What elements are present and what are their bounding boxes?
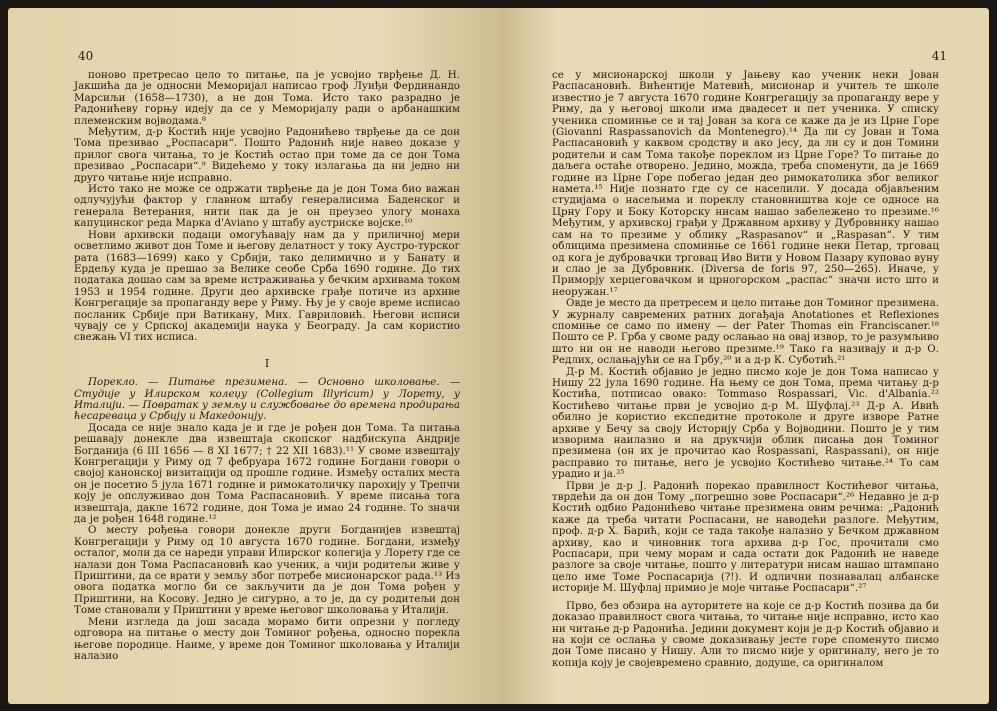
- page-number: 41: [931, 49, 947, 63]
- paragraph: Овде је место да претресем и цело питање дон Томиног презимена. У журналу савремених ратних догађаја Anotationes et Reflexiones спомиње се само по имену — der Pater Thomas ein Franciscaner.¹⁸ Пошто се Р. Грба у своме раду ослањао на овај извор, то је разумљиво што ни он не наводи његово презиме.¹⁹ Тако га називају и д-р О. Редлих, ослањајући се на Грбу,²⁰ и а д-р К. Суботић.²¹: [552, 297, 939, 367]
- paragraph: Досада се није знало када је и где је рођен дон Тома. Та питања решавају донекле два извештаја скопског надбискупа Андрије Богданија (6 III 1656 — 8 XI 1677; † 22 XII 1683).¹¹ У своме извештају Конгрегацији у Риму од 7 фебруара 1672 године Богдани говори о својој канонској визитацији од прошле године. Између осталих места он је посетио 5 јула 1671 године и римокатоличку парохију у Трепчи коју је опслуживао дон Тома Распасановић. У време писања тога извештаја, дакле 1672 године, дон Тома је имао 24 године. То значи да је рођен 1648 године.¹²: [74, 421, 460, 526]
- page-body: [74, 69, 460, 662]
- paragraph: О месту рођења говори донекле други Богданијев извештај Конгрегацији у Риму од 10 августа 1670 године. Богдани, између осталог, моли да се нареди управи Илирског колегија у Лорету где се налази дон Тома Распасановић као ученик, а чији родитељи живе у Приштини, да се врати у земљу због потребе мисионарског рада.¹³ Из овога податка могло би се закључити да је дон Тома рођен у Приштини, на Косову. Једно је сигурно, а то је, да су родитељи дон Томе становали у Приштини у време његовог школовања у Италији.: [74, 524, 460, 617]
- section-number: I: [264, 356, 270, 370]
- paragraph: Први је д-р Ј. Радонић порекао правилност Костићевог читања, тврдећи да он дон Тому „погрешно зове Роспасари“.²⁶ Недавно је д-р Костић одбио Радонићево читање презимена овим речима: „Радонић каже да треба читати Роспасани, не наводећи разлоге. Међутим, проф. д-р Х. Барић, који се тада такође налазио у Бечком државном архиву, као и чиновник тога архива д-р Гос, прочитали смо Роспасари, при чему морам и сада остати док Радонић не наведе разлоге за своје читање, пошто у литератури нисам нашао штампано цело име Томе Роспасарија (?!). И одлични познавалац албанске историје М. Шуфлај примио је моје читање Роспасари“.²⁷: [552, 479, 939, 595]
- paragraph: се у мисионарској школи у Јањеву као ученик неки Јован Распасановић. Вићентије Матевић, мисионар и учитељ те школе известио је 7 августа 1670 године Конгрегацију за пропаганду вере у Риму, да у његовој школи има двадесет и пет ученика. У списку ученика споминње се и тај Јован за кога се каже да је из Црне Горе (Giovanni Raspassanovich da Montenegro).¹⁴ Да ли су Јован и Тома Распасановић у каквом сродству и ако јесу, да ли су и дон Томини родитељи и сам Тома такође пореклом из Црне Горе? То питање до даљега остаће отворено. Једино, можда, треба споменути, да је 1669 године из Црне Горе побегао један део римокатолика због великог намета.¹⁵ Није познато где су се населили. У досада објављеним студијама о насељима и пореклу становништва које се односе на Црну Гору и Боку Которску нисам нашао забележено то презиме.¹⁶ Међутим, у архивској грађи у Државном архиву у Дубровнику нашао сам на то презиме у облику „Raspasanov“ и „Raspasan“. У тим облицима презимена споминње се 1661 године неки Петар, трговац од кога је дубровачки трговац Иво Вити у Новом Пазару куповао вуну и слао је за Дубровник. (Diversa de foris 97, 250—265). Иначе, у Приморју херцеговачком и црногорском „распас“ значи исто што и неоружан.¹⁷: [552, 69, 939, 298]
- paragraph: Нови архивски подаци омогућавају нам да у приличној мери осветлимо живот дон Томе и његову делатност у току Аустро-турског рата (1683—1699) како у Србији, тако делимично и у Банату и Ердељу куда је прешао за Велике сеобе Срба 1690 године. До тих података дошао сам за време истраживања у бечким архивама током 1953 и 1954 године. Други део архивске грађе потиче из архиве Конгрегације за пропаганду вере у Риму. Њу је у своје време исписао посланик Србије при Ватикану, Мих. Гавриловић. Његови исписи чувају се у Српској академији наука у Београду. Ја сам користио свежањ VI тих исписа.: [74, 228, 460, 344]
- section-summary: Порекло. — Питање презимена. — Основно школовање. — Студије у Илирском колеџу (Collegium Illyricum) у Лорету, у Италији. — Повратак у земљу и службовање до времена продирања ћесареваца у Србију и Македонију.: [74, 376, 460, 423]
- paragraph: Међутим, д-р Костић није усвојио Радонићево тврђење да се дон Тома презивао „Роспасари“. Пошто Радонић није навео доказе у прилог свога читања, то је Костић остао при томе да се дон Тома презивао „Роспасари“.⁹ Видећемо у току излагања да ни једно ни друго читање није исправно.: [74, 126, 460, 184]
- paragraph: Исто тако не може се одржати тврђење да је дон Тома био важан одлучујући фактор у главном штабу генералисима Баденског и генерала Ветерания, нити пак да је он преузео улогу монаха капуцинског реда Марка d'Aviano у штабу аустриске војске.¹⁰: [74, 183, 460, 230]
- paragraph: Прво, без обзира на ауторитете на које се д-р Костић позива да би доказао правилност свога читања, то читање није исправно, исто као ни читање д-р Радонића. Једини документ који је д-р Костић објавио и на који се ослања у своме доказивању јесте горе споменуто писмо дон Томе писано у Нишу. Али то писмо није у оригиналу, него је то копија коју је својевремено сравнио, додуше, са оригиналом: [552, 599, 939, 669]
- paragraph: поново претресао цело то питање, па је усвојио тврђење Д. Н. Јакшића да је односни Меморијал написао гроф Луиђи Фердинандо Марсиљи (1658—1730), а не дон Тома. Исто тако разрадно је Радонићеву горњу идеју да се у Меморијалу ради о арбанашким племенским војводама.⁸: [74, 69, 460, 127]
- left-page: [8, 8, 500, 704]
- right-page: [500, 8, 989, 704]
- page-number: 40: [78, 49, 94, 63]
- paragraph: Д-р М. Костић објавио је једно писмо које је дон Тома написао у Нишу 22 јула 1690 године. На њему се дон Тома, према читању д-р Костића, потписао овако: Tommaso Rospassari, Vic. d'Albania.²² Костићево читање први је усвојио д-р М. Шуфлај.²³ Д-р А. Ивић обилно је користио експедитне протоколе и друге изворе Ратне архиве у Бечу за своју Историју Срба у Војводини. Пошто је у тим изворима наилазио и на друкчији облик писања дон Томиног презимена (он их је прочитао као Rospassani, Raspassani), он није расправио то питање, него је усвојио Костићево читање.²⁴ То сам урадио и ја.²⁵: [552, 365, 939, 481]
- paragraph: Мени изгледа да још засада морамо бити опрезни у погледу одговора на питање о месту дон Томиног рођења, односно порекла његове породице. Наиме, у време дон Томиног школовања у Италији налазио: [74, 615, 460, 662]
- page-body: [552, 69, 939, 669]
